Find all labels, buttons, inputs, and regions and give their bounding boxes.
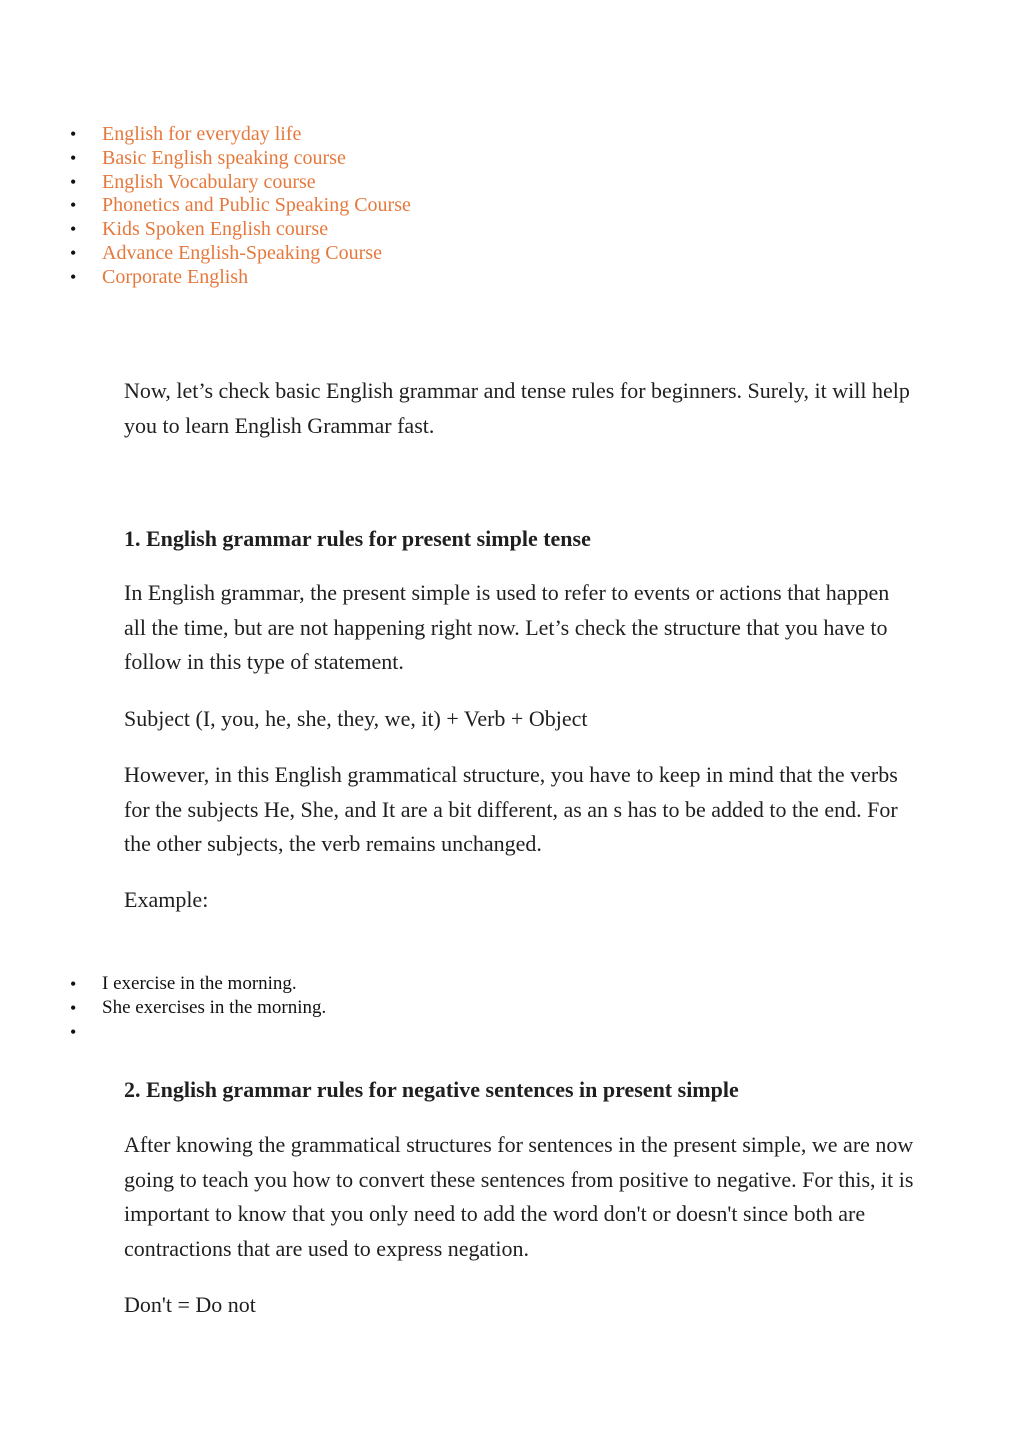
list-item[interactable] xyxy=(0,218,411,242)
course-links-list xyxy=(0,123,411,290)
course-link[interactable]: Advance English-Speaking Course xyxy=(102,241,382,264)
section2-heading: 2. English grammar rules for negative sentences in present simple xyxy=(124,1077,739,1102)
bullet-icon: • xyxy=(70,147,77,168)
example-text: She exercises in the morning. xyxy=(102,997,327,1018)
course-link[interactable]: English for everyday life xyxy=(102,123,302,145)
bullet-icon: • xyxy=(70,242,77,263)
bullet-icon: • xyxy=(70,1022,77,1042)
section2-paragraph: After knowing the grammatical structures for sentences in the present simple, we are now going to teach you how to convert these sentences from positive to negative. For this, it is important to know that you only need to add the word don't or doesn't since both are contractions that are used to express negation. xyxy=(124,1132,914,1262)
course-link[interactable]: Phonetics and Public Speaking Course xyxy=(102,194,411,217)
course-link[interactable]: English Vocabulary course xyxy=(102,170,316,193)
definition-line: Don't = Do not xyxy=(124,1292,256,1317)
example-label: Example: xyxy=(124,887,209,912)
list-item xyxy=(0,996,326,1020)
bullet-icon: • xyxy=(70,195,77,216)
section1-note-paragraph: However, in this English grammatical structure, you have to keep in mind that the verbs for the subjects He, She, and It are a bit different, as an s has to be added to the end. For the other subjects, the verb remains unchanged. xyxy=(124,762,898,857)
structure-formula: Subject (I, you, he, she, they, we, it) + Verb + Object xyxy=(124,706,588,731)
bullet-icon: • xyxy=(70,998,77,1018)
list-item[interactable] xyxy=(0,194,411,218)
section1-paragraph: In English grammar, the present simple is used to refer to events or actions that happen all the time, but are not happening right now. Let’s check the structure that you have to follow in this type of statement. xyxy=(124,580,890,675)
list-item xyxy=(0,972,326,996)
bullet-icon: • xyxy=(70,974,77,994)
bullet-icon: • xyxy=(70,124,77,144)
list-item xyxy=(0,1020,326,1044)
course-link[interactable]: Kids Spoken English course xyxy=(102,218,329,241)
examples-list xyxy=(0,972,326,1044)
example-text: I exercise in the morning. xyxy=(102,973,297,994)
course-link[interactable]: Corporate English xyxy=(102,265,249,288)
list-item[interactable] xyxy=(0,123,411,147)
course-link[interactable]: Basic English speaking course xyxy=(102,146,346,169)
list-item[interactable] xyxy=(0,171,411,195)
section1-heading: 1. English grammar rules for present simple tense xyxy=(124,526,591,551)
list-item[interactable] xyxy=(0,147,411,171)
list-item[interactable] xyxy=(0,242,411,266)
list-item[interactable] xyxy=(0,266,411,290)
bullet-icon: • xyxy=(70,171,77,192)
intro-paragraph: Now, let’s check basic English grammar and tense rules for beginners. Surely, it will help you to learn English Grammar fast. xyxy=(124,378,910,438)
bullet-icon: • xyxy=(70,219,77,240)
bullet-icon: • xyxy=(70,266,77,287)
